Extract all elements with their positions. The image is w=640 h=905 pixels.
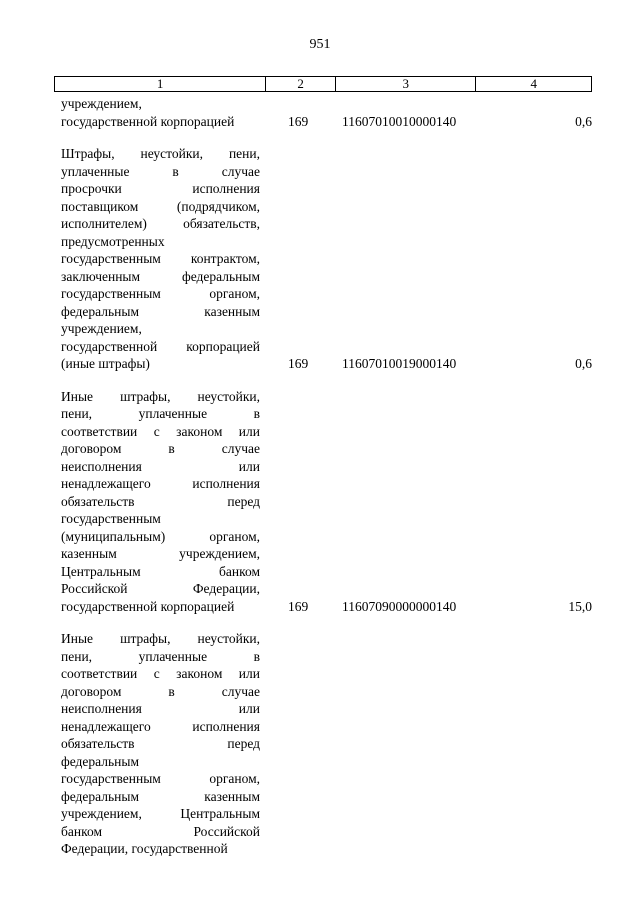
description-line: договором в случае: [61, 683, 260, 699]
description-line: учреждением,: [61, 321, 142, 336]
description-line: обязательств перед: [61, 736, 260, 751]
description-line: федеральным: [61, 753, 140, 769]
description-line: исполнителем) обязательств,: [61, 216, 260, 231]
description-line: федеральным казенным: [61, 788, 260, 804]
description-line: соответствии с законом или: [61, 423, 260, 439]
description-line: банком Российской: [61, 823, 260, 839]
description-line: (муниципальным) органом,: [61, 528, 260, 544]
description-line: Штрафы, неустойки, пени,: [61, 146, 260, 161]
description-line: соответствии с законом или: [61, 666, 260, 681]
description-line: (иные штрафы): [61, 356, 150, 371]
description-line: Иные штрафы, неустойки,: [61, 388, 260, 404]
description-line: просрочки исполнения: [61, 181, 260, 196]
amount: 0,6: [575, 113, 592, 129]
admin-code: 169: [288, 356, 309, 371]
description-line: государственной корпорацией: [61, 338, 260, 354]
description-line: ненадлежащего исполнения: [61, 476, 260, 491]
table-row: [0, 630, 640, 858]
description-line: неисполнения или: [61, 701, 260, 716]
page-number: 951: [309, 37, 331, 52]
table-body: [0, 95, 640, 873]
column-header-4: 4: [530, 76, 537, 91]
column-header-1: 1: [55, 77, 266, 91]
description-line: учреждением, Центральным: [61, 806, 260, 821]
description-line: федеральным казенным: [61, 303, 260, 319]
row-values: [0, 113, 640, 131]
row-description: [61, 145, 260, 373]
description-line: ненадлежащего исполнения: [61, 718, 260, 734]
description-line: пени, уплаченные в: [61, 406, 260, 421]
description-line: государственным контрактом,: [61, 251, 260, 266]
description-line: уплаченные в случае: [61, 163, 260, 179]
description-line: Иные штрафы, неустойки,: [61, 631, 260, 646]
row-description: [61, 388, 260, 616]
table-header: [54, 76, 592, 92]
description-line: учреждением,: [61, 96, 142, 111]
description-line: Центральным банком: [61, 563, 260, 579]
row-values: [0, 840, 640, 858]
classification-code: 11607010010000140: [342, 113, 457, 129]
description-line: Российской Федерации,: [61, 581, 260, 596]
description-line: заключенным федеральным: [61, 268, 260, 284]
row-values: [0, 355, 640, 373]
description-line: пени, уплаченные в: [61, 648, 260, 664]
classification-code: 11607090000000140: [342, 598, 457, 614]
classification-code: 11607010019000140: [342, 356, 457, 371]
description-line: договором в случае: [61, 441, 260, 456]
table-row: [0, 95, 640, 130]
row-values: [0, 598, 640, 616]
amount: 0,6: [575, 356, 592, 371]
description-line: государственным органом,: [61, 771, 260, 786]
row-description: [61, 630, 260, 858]
description-line: государственной корпорацией: [61, 113, 235, 129]
column-header-3: 3: [336, 77, 476, 91]
description-line: государственным органом,: [61, 286, 260, 301]
description-line: государственным: [61, 511, 161, 526]
description-line: Федерации, государственной: [61, 841, 228, 856]
description-line: предусмотренных: [61, 233, 165, 249]
description-line: поставщиком (подрядчиком,: [61, 198, 260, 214]
description-line: неисполнения или: [61, 458, 260, 474]
description-line: обязательств перед: [61, 493, 260, 509]
table-row: [0, 388, 640, 616]
column-header-2: 2: [266, 77, 336, 91]
amount: 15,0: [568, 598, 592, 614]
description-line: государственной корпорацией: [61, 598, 235, 614]
table-row: [0, 145, 640, 373]
description-line: казенным учреждением,: [61, 546, 260, 561]
admin-code: 169: [288, 598, 309, 614]
admin-code: 169: [288, 113, 309, 129]
